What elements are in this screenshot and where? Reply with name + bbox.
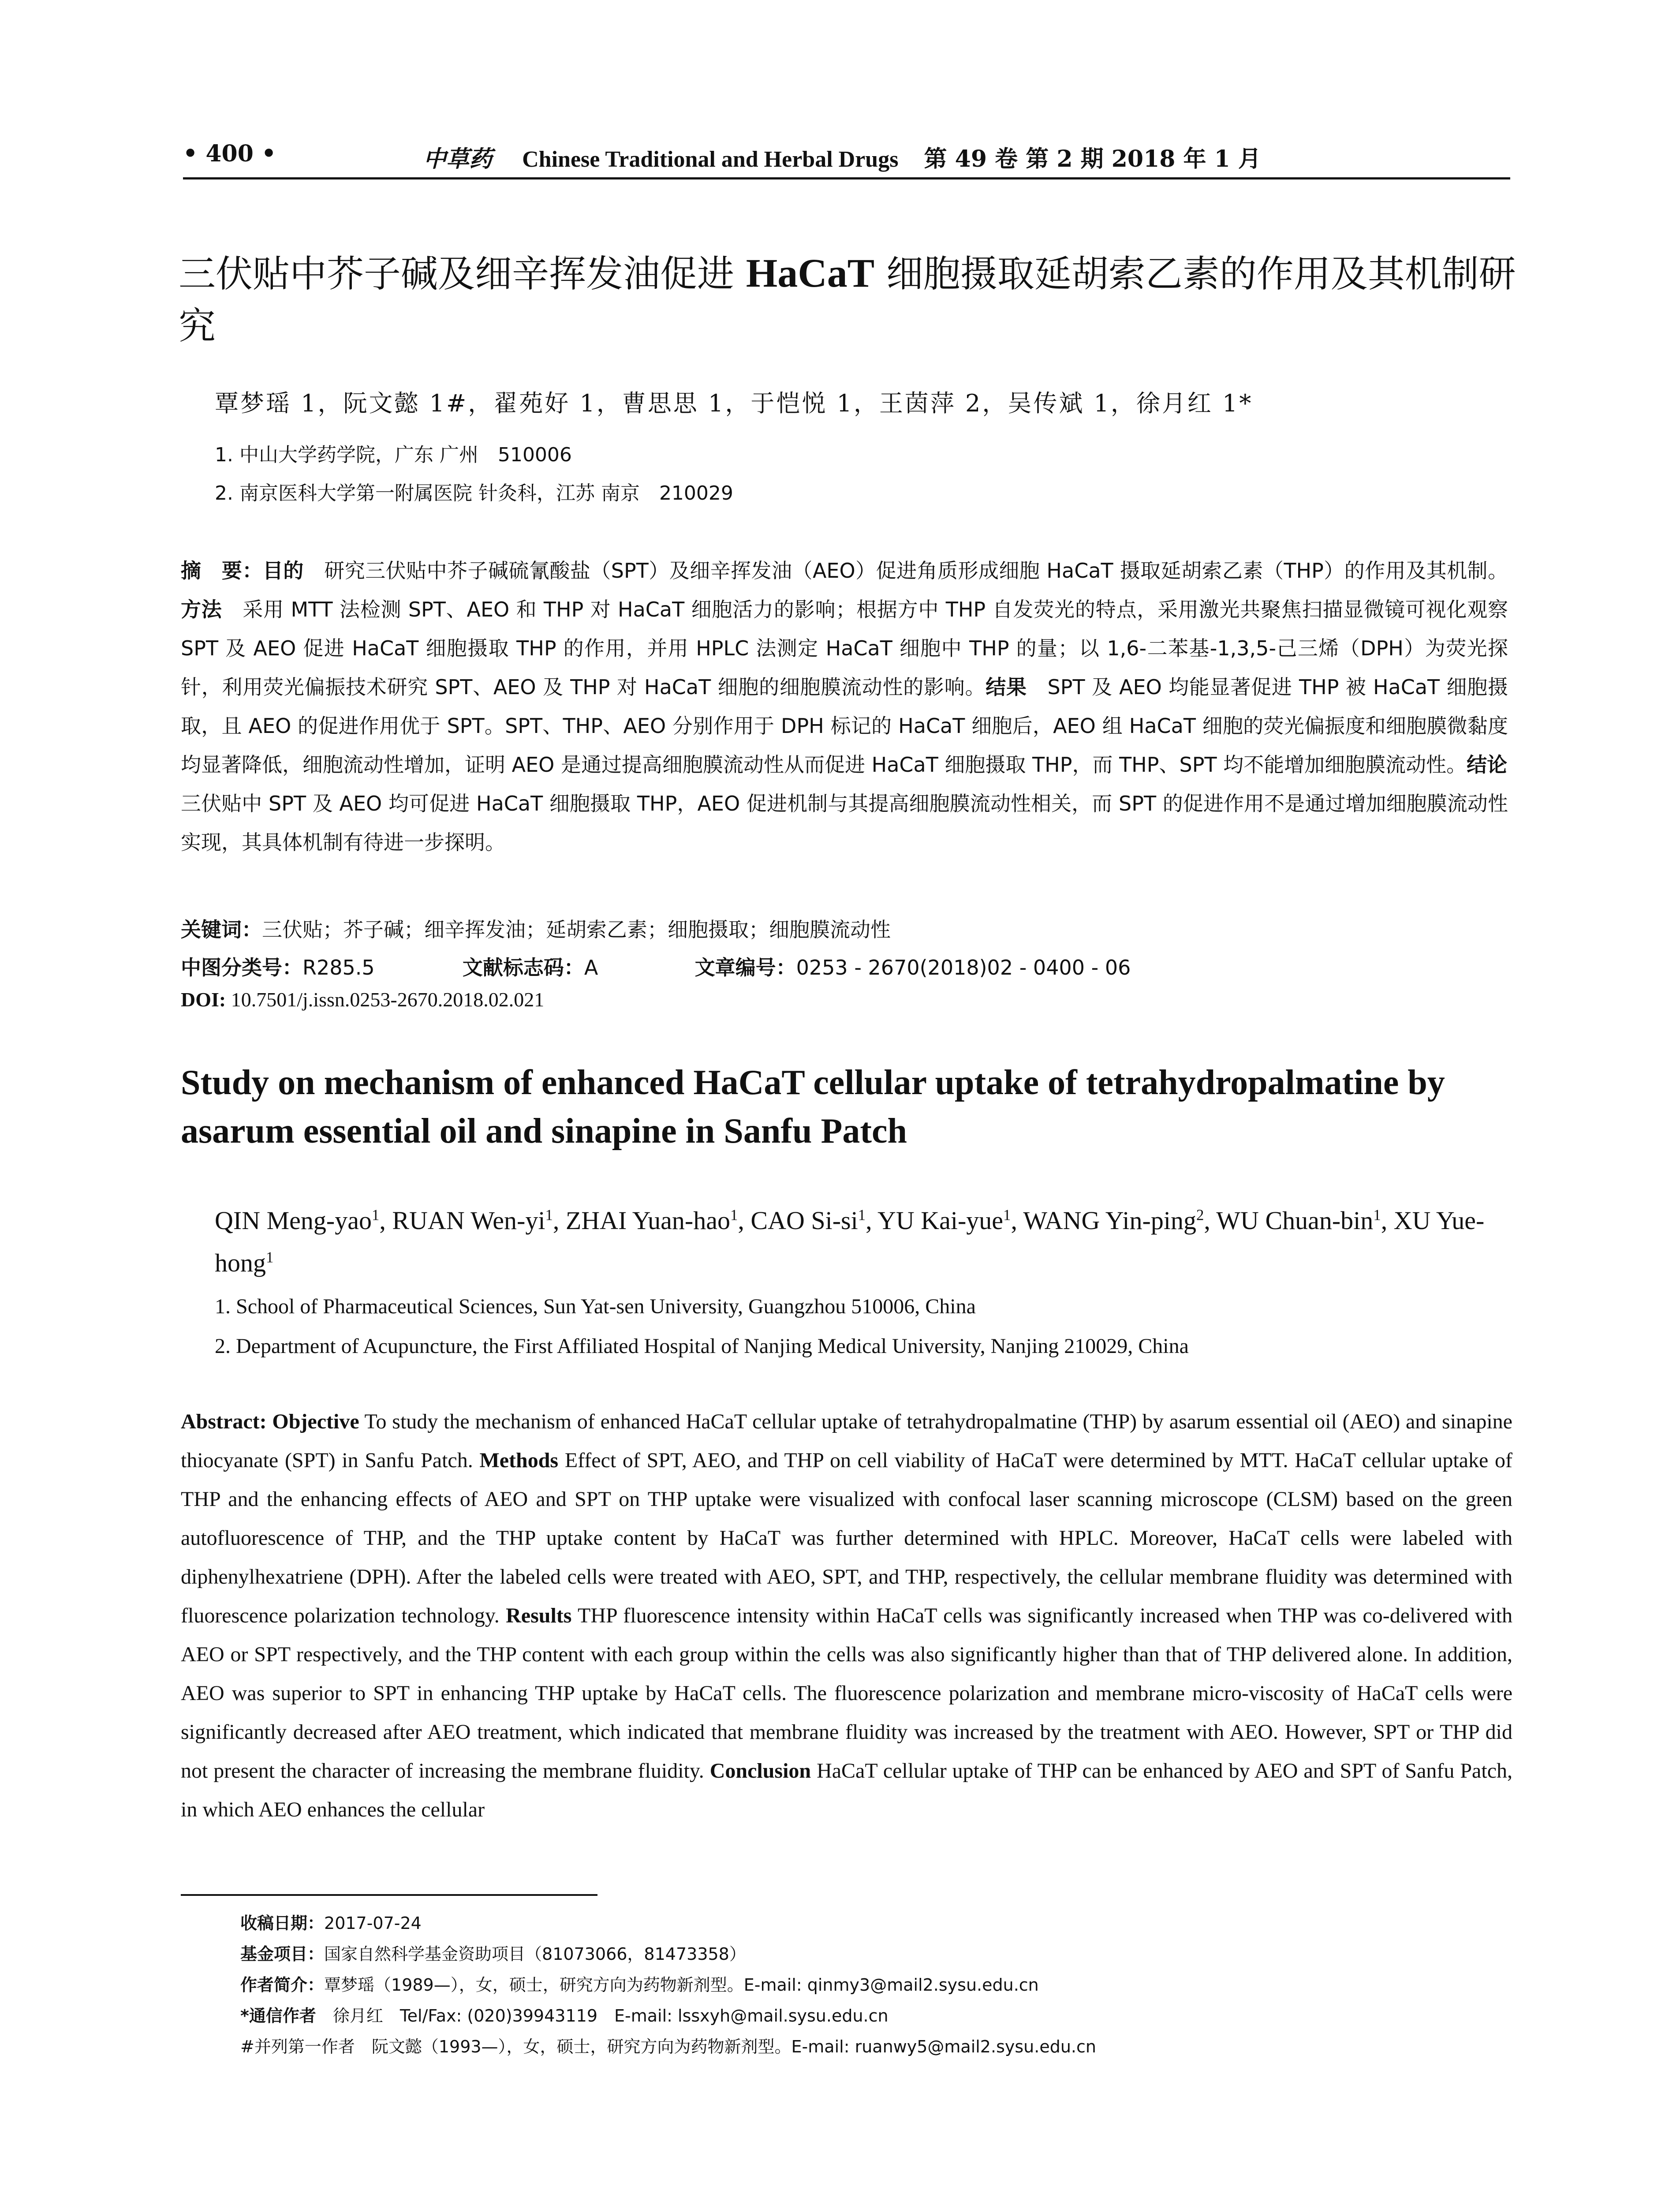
fund-text: 国家自然科学基金资助项目（81073066，81473358） <box>324 1944 746 1964</box>
chinese-title <box>179 247 1523 352</box>
article-number: 0253 - 2670(2018)02 - 0400 - 06 <box>796 956 1131 979</box>
doi-value: 10.7501/j.issn.0253-2670.2018.02.021 <box>226 988 545 1011</box>
chinese-title-part3: 细胞摄取延胡索乙素的作用及其机制研究 <box>179 252 1516 348</box>
footnote-cofirst: #并列第一作者 阮文懿（1993—），女，硕士，研究方向为药物新剂型。E-mail: ruanwy5@mail2.sysu.edu.cn <box>240 2037 1096 2056</box>
journal-name-cn: 中草药 <box>423 146 493 172</box>
english-abstract <box>181 1402 1512 1829</box>
chinese-abstract <box>181 551 1528 862</box>
english-affiliation-1: 1. School of Pharmaceutical Sciences, Sun Yat-sen University, Guangzhou 510006, China <box>215 1295 976 1318</box>
doc-code-label: 文献标志码： <box>462 956 584 979</box>
results-label-en: Results <box>506 1604 572 1627</box>
keywords-label: 关键词： <box>181 918 262 942</box>
chinese-authors: 覃梦瑶 1，阮文懿 1#，翟苑好 1，曹思思 1，于恺悦 1，王茵萍 2，吴传斌 1，徐月红 1* <box>215 389 1253 417</box>
keywords-line <box>181 914 891 943</box>
abstract-conclusion-en: HaCaT cellular uptake of THP can be enhanced by AEO and SPT of Sanfu Patch, in which AEO enhances the cellular <box>181 1759 1512 1821</box>
abstract-methods-en: Effect of SPT, AEO, and THP on cell viability of HaCaT were determined by MTT. HaCaT cellular uptake of THP and the enhancing effects of AEO and SPT on THP uptake were visualized with confocal laser scanning microscope (CLSM) based on the green autofluorescence of THP, and the THP uptake content by HaCaT was further determined with HPLC. Moreover, HaCaT cells were labeled with diphenylhexatriene (DPH). After the labeled cells were treated with AEO, SPT, and THP, respectively, the cellular membrane fluidity was determined with fluorescence polarization technology. <box>181 1449 1512 1627</box>
clc-label: 中图分类号： <box>181 956 302 979</box>
received-date: 2017-07-24 <box>324 1913 422 1933</box>
footnote-author <box>240 1971 1039 1996</box>
chinese-affiliation-1: 1. 中山大学药学院，广东 广州 510006 <box>215 444 572 466</box>
abstract-results-en: THP fluorescence intensity within HaCaT cells was significantly increased when THP was co-delivered with AEO or SPT respectively, and the THP content with each group within the cells was also significantly higher than that of THP delivered alone. In addition, AEO was superior to SPT in enhancing THP uptake by HaCaT cells. The fluorescence polarization and membrane micro-viscosity of HaCaT cells were significantly decreased after AEO treatment, which indicated that membrane fluidity was increased by the treatment with AEO. However, SPT or THP did not present the character of increasing the membrane fluidity. <box>181 1604 1512 1783</box>
corresponding-label: *通信作者 <box>240 2006 316 2026</box>
methods-label-cn: 方法 <box>181 598 222 621</box>
running-header <box>183 140 1510 176</box>
author-bio-label: 作者简介： <box>240 1975 325 1995</box>
classification-line <box>181 952 1131 981</box>
journal-name-en: Chinese Traditional and Herbal Drugs <box>522 147 899 172</box>
footnote-received <box>240 1910 422 1934</box>
article-number-label: 文章编号： <box>694 956 796 979</box>
footnote-corresponding <box>240 2002 889 2026</box>
corresponding-info: 徐月红 Tel/Fax: (020)39943119 E-mail: lssxyh@mail.sysu.edu.cn <box>316 2006 889 2026</box>
journal-info <box>423 140 1261 173</box>
chinese-affiliation-2: 2. 南京医科大学第一附属医院 针灸科，江苏 南京 210029 <box>215 482 733 505</box>
keywords: 三伏贴；芥子碱；细辛挥发油；延胡索乙素；细胞摄取；细胞膜流动性 <box>262 918 891 942</box>
doi-label: DOI: <box>181 988 226 1011</box>
footnote-rule <box>181 1894 597 1896</box>
english-title: Study on mechanism of enhanced HaCaT cellular uptake of tetrahydropalmatine by asarum essential oil and sinapine in Sanfu Patch <box>181 1063 1445 1151</box>
abstract-objective-en: To study the mechanism of enhanced HaCaT cellular uptake of tetrahydropalmatine (THP) by asarum essential oil (AEO) and sinapine thiocyanate (SPT) in Sanfu Patch. <box>181 1410 1512 1472</box>
header-rule <box>183 177 1510 179</box>
abstract-objective-cn: 研究三伏贴中芥子碱硫氰酸盐（SPT）及细辛挥发油（AEO）促进角质形成细胞 HaCaT 摄取延胡索乙素（THP）的作用及其机制。 <box>303 559 1508 583</box>
methods-label-en: Methods <box>479 1449 559 1472</box>
chinese-title-part2: HaCaT <box>746 250 875 295</box>
fund-label: 基金项目： <box>240 1944 325 1964</box>
received-label: 收稿日期： <box>240 1913 325 1933</box>
conclusion-label-en: Conclusion <box>709 1759 811 1783</box>
clc-code: R285.5 <box>302 956 375 979</box>
doc-code: A <box>584 956 598 979</box>
doi-line <box>181 988 544 1011</box>
author-bio: 覃梦瑶（1989—），女，硕士，研究方向为药物新剂型。E-mail: qinmy3@mail2.sysu.edu.cn <box>324 1975 1039 1995</box>
english-authors: QIN Meng-yao$^1$, RUAN Wen-$yi^1$, ZHAI Yuan-hao$^1$, CAO $Si-si^1$, YU Kai-yue$^1$, WANG Yin-ping$^2$, WU Chuan-bin$^1$, XU Yue-hong$^1$ <box>215 1206 1485 1277</box>
chinese-title-part1: 三伏贴中芥子碱及细辛挥发油促进 <box>179 252 746 295</box>
journal-issue: 第 49 卷 第 2 期 2018 年 1 月 <box>924 146 1261 172</box>
abstract-results-cn: SPT 及 AEO 均能显著促进 THP 被 HaCaT 细胞摄取，且 AEO 的促进作用优于 SPT。SPT、THP、AEO 分别作用于 DPH 标记的 HaCaT 细胞后，AEO 组 HaCaT 细胞的荧光偏振度和细胞膜微黏度均显著降低，细胞流动性增加，证明 AEO 是通过提高细胞膜流动性从而促进 HaCaT 细胞摄取 THP，而 THP、SPT 均不能增加细胞膜流动性。 <box>181 675 1508 777</box>
abstract-conclusion-cn: 三伏贴中 SPT 及 AEO 均可促进 HaCaT 细胞摄取 THP，AEO 促进机制与其提高细胞膜流动性相关，而 SPT 的促进作用不是通过增加细胞膜流动性实现，其具体机制有待进一步探明。 <box>181 753 1528 854</box>
abstract-label-cn: 摘 要：目的 <box>181 559 304 583</box>
results-label-cn: 结果 <box>986 675 1027 699</box>
abstract-methods-cn: 采用 MTT 法检测 SPT、AEO 和 THP 对 HaCaT 细胞活力的影响；根据方中 THP 自发荧光的特点，采用激光共聚焦扫描显微镜可视化观察 SPT 及 AEO 促进 HaCaT 细胞摄取 THP 的作用，并用 HPLC 法测定 HaCaT 细胞中 THP 的量；以 1,6-二苯基-1,3,5-己三烯（DPH）为荧光探针，利用荧光偏振技术研究 SPT、AEO 及 THP 对 HaCaT 细胞的细胞膜流动性的影响。 <box>181 598 1508 699</box>
page-number: • 400 • <box>183 140 276 167</box>
abstract-label-en: Abstract: Objective <box>181 1410 359 1433</box>
footnote-fund <box>240 1940 746 1965</box>
english-affiliation-2: 2. Department of Acupuncture, the First Affiliated Hospital of Nanjing Medical University, Nanjing 210029, China <box>215 1334 1189 1358</box>
conclusion-label-cn: 结论 <box>1467 753 1508 777</box>
